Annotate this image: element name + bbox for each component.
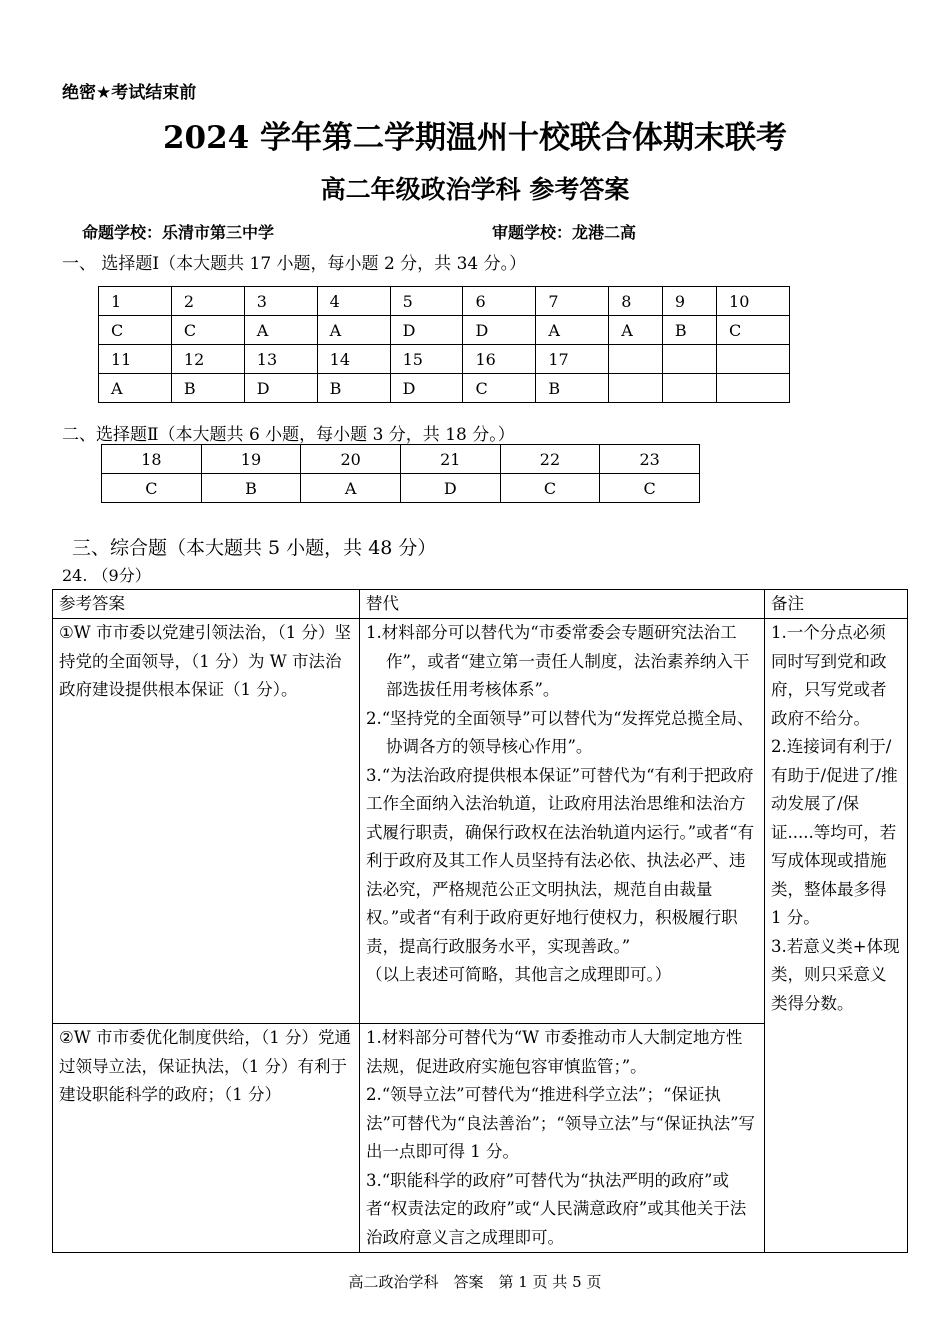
table-cell: A xyxy=(99,374,172,403)
table-cell xyxy=(717,345,790,374)
substitute-note: （以上表述可简略，其他言之成理即可。） xyxy=(366,965,672,984)
table-cell: 4 xyxy=(317,287,390,316)
table-cell: C xyxy=(463,374,536,403)
remarks-cell xyxy=(765,619,908,1253)
table-cell xyxy=(609,345,663,374)
substitute-item: 2.“领导立法”可替代为“推进科学立法”；“保证执法”可替代为“良法善治”；“领导立法”与“保证执法”写出一点即可得 1 分。 xyxy=(366,1085,756,1161)
table-cell: C xyxy=(717,316,790,345)
table-row xyxy=(53,619,908,1024)
reviewer-school: 审题学校：龙港二高 xyxy=(492,223,637,242)
question-24-label: 24. （9分） xyxy=(62,566,151,585)
table-cell: 2 xyxy=(171,287,244,316)
answer-cell: ②W 市市委优化制度供给，（1 分）党通过领导立法，保证执法，（1 分）有利于建设职能科学的政府；（1 分） xyxy=(53,1024,360,1253)
table-cell: 6 xyxy=(463,287,536,316)
table-cell: 20 xyxy=(301,445,401,474)
table-cell: 8 xyxy=(609,287,663,316)
proposer-school: 命题学校：乐清市第三中学 xyxy=(82,223,275,242)
table-cell: A xyxy=(244,316,317,345)
column-header-answer: 参考答案 xyxy=(53,590,360,619)
table-cell: D xyxy=(244,374,317,403)
substitute-item: 3.“职能科学的政府”可替代为“执法严明的政府”或者“权责法定的政府”或“人民满意政府”或其他关于法治政府意义言之成理即可。 xyxy=(366,1170,747,1247)
table-cell: 14 xyxy=(317,345,390,374)
table-cell: 13 xyxy=(244,345,317,374)
table-cell: 9 xyxy=(662,287,716,316)
table-cell: B xyxy=(317,374,390,403)
choice-table-2 xyxy=(101,444,700,503)
substitute-item: 3.“为法治政府提供根本保证”可替代为“有利于把政府工作全面纳入法治轨道，让政府用法治思维和法治方式履行职责，确保行政权在法治轨道内运行。”或者“有利于政府及其工作人员坚持有法必依、执法必严、违法必究，严格规范公正文明执法，规范自由裁量权。”或者“有利于政府更好地行使权力，积极履行职责，提高行政服务水平，实现善政。” xyxy=(366,765,755,956)
table-cell: 17 xyxy=(536,345,609,374)
table-cell: 16 xyxy=(463,345,536,374)
column-header-remarks: 备注 xyxy=(765,590,908,619)
substitute-cell xyxy=(360,619,765,1024)
table-row xyxy=(99,316,790,345)
section3-heading: 三、综合题（本大题共 5 小题，共 48 分） xyxy=(72,537,437,559)
exam-title: 2024 学年第二学期温州十校联合体期末联考 xyxy=(162,120,788,156)
table-cell: 10 xyxy=(717,287,790,316)
table-row xyxy=(102,474,700,503)
table-cell: B xyxy=(536,374,609,403)
remark-item: 1.一个分点必须同时写到党和政府，只写党或者政府不给分。 xyxy=(771,623,887,728)
table-cell: D xyxy=(390,374,463,403)
table-cell: A xyxy=(301,474,401,503)
table-cell: A xyxy=(317,316,390,345)
table-cell: A xyxy=(536,316,609,345)
table-cell: 22 xyxy=(500,445,600,474)
exam-subtitle: 高二年级政治学科 参考答案 xyxy=(320,175,630,204)
page-footer: 高二政治学科 答案 第 1 页 共 5 页 xyxy=(348,1273,602,1291)
substitute-item: 2.“坚持党的全面领导”可以替代为“发挥党总揽全局、协调各方的领导核心作用”。 xyxy=(366,708,754,756)
table-cell: C xyxy=(102,474,202,503)
substitute-item: 1.材料部分可以替代为“市委常委会专题研究法治工作”，或者“建立第一责任人制度，法治素养纳入干部选拔任用考核体系”。 xyxy=(366,623,750,699)
table-row xyxy=(99,287,790,316)
table-cell: D xyxy=(400,474,500,503)
table-cell: C xyxy=(171,316,244,345)
table-cell: 3 xyxy=(244,287,317,316)
table-cell: B xyxy=(171,374,244,403)
table-cell: D xyxy=(390,316,463,345)
remark-item: 2.连接词有利于/有助于/促进了/推动发展了/保证.....等均可，若写成体现或措施类，整体最多得 1 分。 xyxy=(771,737,898,927)
table-cell: C xyxy=(99,316,172,345)
table-cell: 18 xyxy=(102,445,202,474)
answer-key-table xyxy=(52,589,908,1253)
table-row xyxy=(99,374,790,403)
table-cell: A xyxy=(609,316,663,345)
table-row xyxy=(99,345,790,374)
table-row xyxy=(102,445,700,474)
choice-table-1 xyxy=(98,286,790,403)
table-cell: 12 xyxy=(171,345,244,374)
column-header-substitute: 替代 xyxy=(360,590,765,619)
section1-heading: 一、 选择题Ⅰ（本大题共 17 小题，每小题 2 分，共 34 分。） xyxy=(62,254,527,274)
answer-cell: ①W 市市委以党建引领法治，（1 分）坚持党的全面领导，（1 分）为 W 市法治政府建设提供根本保证（1 分）。 xyxy=(53,619,360,1024)
confidential-label: 绝密★考试结束前 xyxy=(62,83,197,103)
table-cell: 23 xyxy=(600,445,700,474)
table-cell: 21 xyxy=(400,445,500,474)
table-cell: 15 xyxy=(390,345,463,374)
table-cell: C xyxy=(500,474,600,503)
table-cell: 7 xyxy=(536,287,609,316)
table-cell: 19 xyxy=(201,445,301,474)
table-cell: 11 xyxy=(99,345,172,374)
substitute-item: 1.材料部分可替代为“W 市委推动市人大制定地方性法规，促进政府实施包容审慎监管；”。 xyxy=(366,1028,743,1076)
substitute-cell xyxy=(360,1024,765,1253)
table-header-row xyxy=(53,590,908,619)
table-cell xyxy=(662,345,716,374)
section2-heading: 二、选择题Ⅱ（本大题共 6 小题，每小题 3 分，共 18 分。） xyxy=(62,425,515,445)
table-cell: D xyxy=(463,316,536,345)
table-cell: 1 xyxy=(99,287,172,316)
table-cell xyxy=(609,374,663,403)
table-cell xyxy=(717,374,790,403)
table-cell: C xyxy=(600,474,700,503)
table-cell: B xyxy=(201,474,301,503)
table-cell xyxy=(662,374,716,403)
remark-item: 3.若意义类+体现类，则只采意义类得分数。 xyxy=(771,936,900,1013)
table-cell: B xyxy=(662,316,716,345)
table-cell: 5 xyxy=(390,287,463,316)
